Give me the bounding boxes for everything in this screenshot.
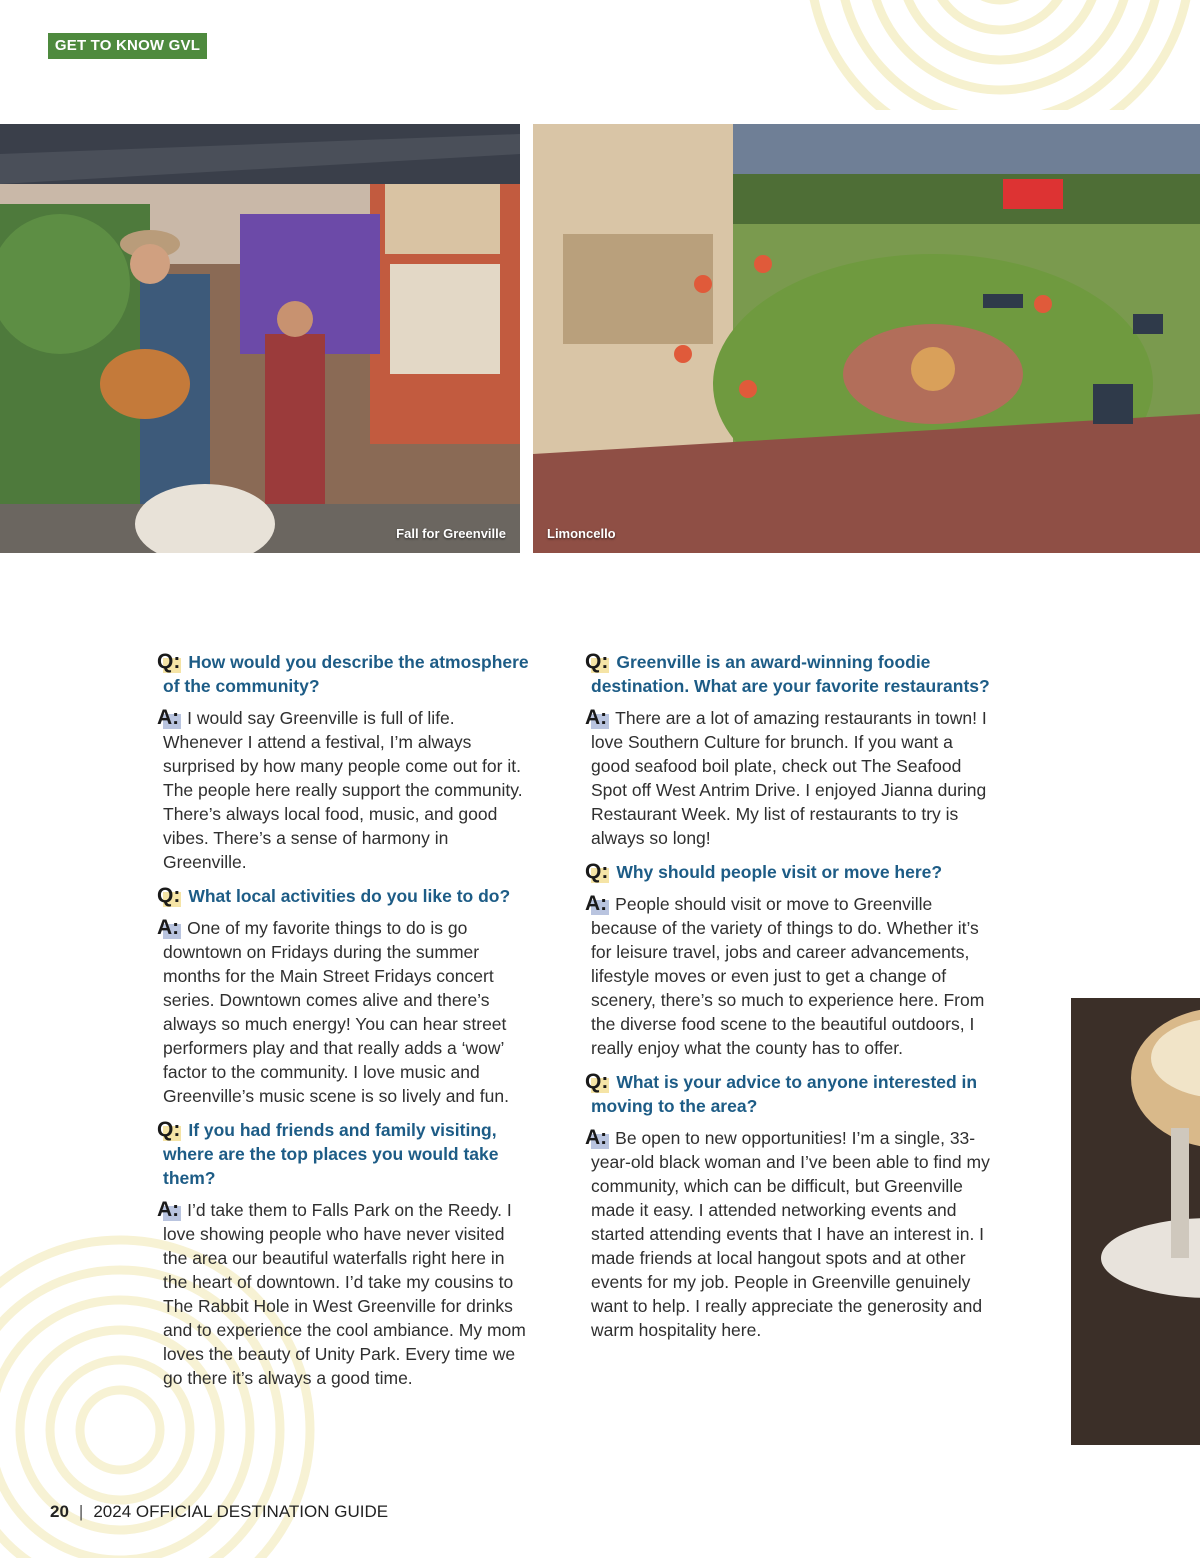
photo-courtyard [533, 124, 1200, 553]
photo-drink-cropped [1071, 998, 1200, 1445]
qa-item [585, 1070, 991, 1342]
question-text: Greenville is an award-winning foodie destination. What are your favorite restaurants? [591, 652, 990, 696]
a-mark: A: [585, 706, 608, 729]
qa-item [585, 860, 991, 1060]
question-text: How would you describe the atmosphere of the community? [163, 652, 529, 696]
question [157, 884, 533, 908]
q-mark: Q: [157, 650, 181, 673]
page-footer [50, 1502, 388, 1522]
qa-column-right [585, 650, 991, 1352]
drink-illustration [1071, 998, 1200, 1445]
q-mark: Q: [157, 1118, 181, 1141]
answer [157, 706, 533, 874]
photo-caption-courtyard: Limoncello [547, 526, 616, 541]
answer-text: I would say Greenville is full of life. Whenever I attend a festival, I’m always surprised by how many people come out for it. The people here really support the community. There’s always local food, music, and good vibes. There’s a sense of harmony in Greenville. [163, 708, 523, 872]
guide-title: 2024 OFFICIAL DESTINATION GUIDE [93, 1502, 389, 1521]
qa-column-left [157, 650, 533, 1400]
answer-text: Be open to new opportunities! I’m a single, 33-year-old black woman and I’ve been able to find my community, which can be difficult, but Greenville made it easy. I attended networking events and started attending events that I have an interest in. I made friends at local hangout spots and at other events for my job. People in Greenville genuinely want to help. I really appreciate the generosity and warm hospitality here. [591, 1128, 990, 1340]
question-text: What local activities do you like to do? [188, 886, 511, 906]
answer [157, 916, 533, 1108]
question [585, 650, 991, 698]
answer [157, 1198, 533, 1390]
q-mark: Q: [585, 650, 609, 673]
answer [585, 706, 991, 850]
answer [585, 1126, 991, 1342]
qa-item [157, 650, 533, 874]
answer-text: There are a lot of amazing restaurants in town! I love Southern Culture for brunch. If you want a good seafood boil plate, check out The Seafood Spot off West Antrim Drive. I enjoyed Jianna during Restaurant Week. My list of restaurants to try is always so long! [591, 708, 987, 848]
photo-concert [0, 124, 520, 553]
answer-text: One of my favorite things to do is go downtown on Fridays during the summer months for the Main Street Fridays concert series. Downtown comes alive and there’s always so much energy! You can hear street performers play and that really adds a ‘wow’ factor to the community. I love music and Greenville’s music scene is so lively and fun. [163, 918, 509, 1106]
question-text: Why should people visit or move here? [616, 862, 943, 882]
a-mark: A: [157, 916, 180, 939]
question [157, 1118, 533, 1190]
answer-text: I’d take them to Falls Park on the Reedy. I love showing people who have never visited the area our beautiful waterfalls right here in the heart of downtown. I’d take my cousins to The Rabbit Hole in West Greenville for drinks and to experience the cool ambiance. My mom loves the beauty of Unity Park. Every time we go there it’s always a good time. [163, 1200, 526, 1388]
q-mark: Q: [585, 1070, 609, 1093]
photo-caption-concert: Fall for Greenville [396, 526, 506, 541]
a-mark: A: [585, 1126, 608, 1149]
courtyard-illustration [533, 124, 1200, 553]
question-text: What is your advice to anyone interested in moving to the area? [591, 1072, 978, 1116]
qa-item [157, 884, 533, 1108]
question [157, 650, 533, 698]
concert-illustration [0, 124, 520, 553]
page-number: 20 [50, 1502, 69, 1521]
a-mark: A: [157, 706, 180, 729]
question [585, 1070, 991, 1118]
question [585, 860, 991, 884]
answer [585, 892, 991, 1060]
footer-separator: | [78, 1502, 84, 1521]
qa-item [585, 650, 991, 850]
section-tag: GET TO KNOW GVL [48, 33, 207, 59]
qa-item [157, 1118, 533, 1390]
a-mark: A: [157, 1198, 180, 1221]
a-mark: A: [585, 892, 608, 915]
q-mark: Q: [157, 884, 181, 907]
answer-text: People should visit or move to Greenville because of the variety of things to do. Whether it’s for leisure travel, jobs and career advancements, lifestyle moves or even just to get a change of scenery, there’s so much to experience here. From the diverse food scene to the beautiful outdoors, I really enjoy what the county has to offer. [591, 894, 985, 1058]
q-mark: Q: [585, 860, 609, 883]
question-text: If you had friends and family visiting, where are the top places you would take them? [163, 1120, 499, 1188]
decorative-swirl-top [680, 0, 1200, 110]
